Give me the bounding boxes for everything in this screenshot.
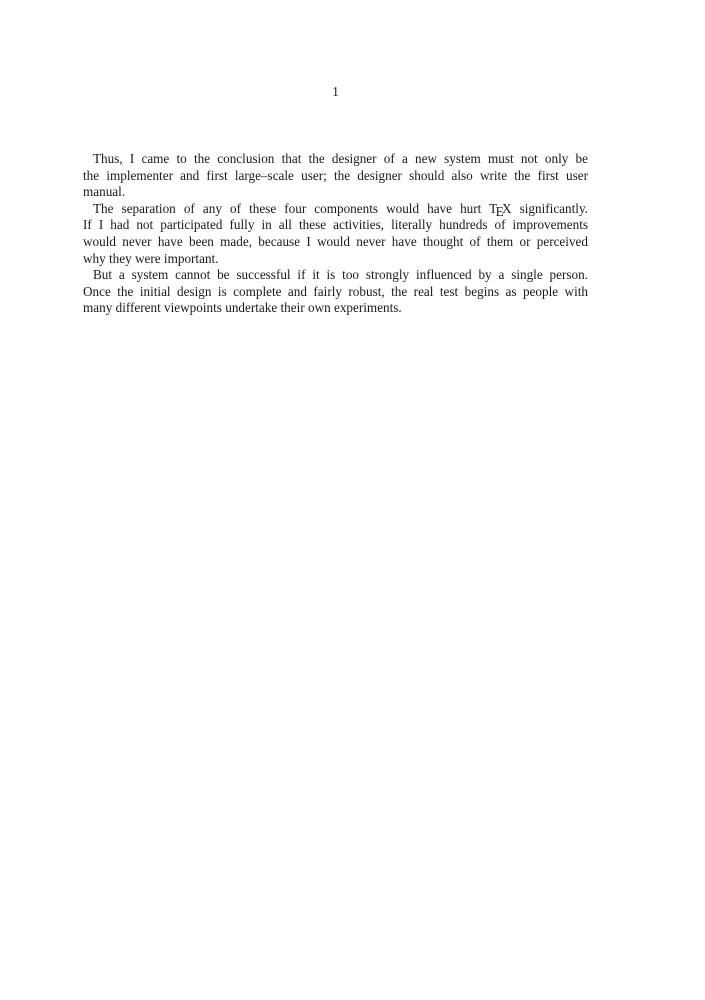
text-line: But a system cannot be successful if it is too strongly influenced by a single person.: [93, 267, 588, 283]
text-line: If I had not participated fully in all these activities, literally hundreds of improvements: [83, 217, 588, 233]
page-number: 1: [332, 84, 339, 99]
paragraph-2: [83, 201, 588, 267]
tex-logo-x: X: [502, 200, 512, 216]
text-line: would never have been made, because I would never have thought of them or perceived: [83, 233, 588, 249]
paragraph-1: [83, 151, 588, 201]
tex-logo: [489, 200, 512, 219]
text-after-tex: significantly.: [511, 200, 588, 216]
text-block: [83, 151, 588, 317]
text-line: manual.: [83, 184, 126, 200]
text-line: [83, 201, 588, 218]
text-line: Once the initial design is complete and fairly robust, the real test begins as people with: [83, 283, 588, 299]
tex-logo-t: T: [489, 200, 498, 216]
text-line: why they were important.: [83, 250, 219, 266]
text-line: many different viewpoints undertake their own experiments.: [83, 300, 402, 316]
text-line: Thus, I came to the conclusion that the designer of a new system must not only be: [93, 151, 588, 166]
text-line: the implementer and first large–scale user; the designer should also write the first user: [83, 167, 588, 183]
paragraph-3: [83, 267, 588, 317]
tex-logo-e: E: [495, 203, 504, 219]
text-before-tex: The separation of any of these four components would have hurt: [93, 200, 490, 216]
